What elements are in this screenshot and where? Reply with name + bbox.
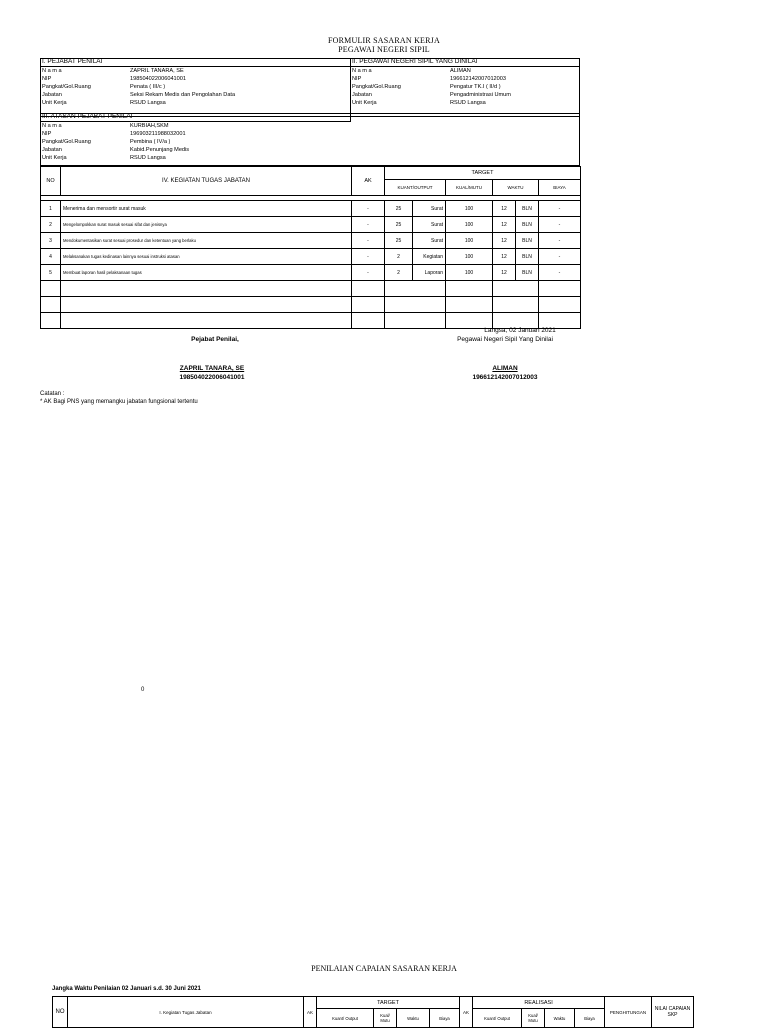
p2-col-realisasi: REALISASI bbox=[473, 997, 605, 1009]
row-time-unit: BLN bbox=[516, 201, 539, 217]
row-cost: - bbox=[539, 217, 581, 233]
row-qty: 2 bbox=[385, 265, 413, 281]
row-cost: - bbox=[539, 249, 581, 265]
row-unit: Surat bbox=[413, 217, 446, 233]
p2-col-activity: I. Kegiatan Tugas Jabatan bbox=[68, 997, 304, 1028]
p2-col-target: TARGET bbox=[317, 997, 460, 1009]
table-row bbox=[41, 249, 581, 265]
section1-header: I. PEJABAT PENILAI bbox=[40, 58, 351, 67]
p2-col-ak: AK bbox=[304, 997, 317, 1028]
field-value: ALIMAN bbox=[450, 68, 471, 74]
table-row bbox=[41, 233, 581, 249]
right-signer-name: ALIMAN bbox=[492, 365, 518, 372]
row-no: 3 bbox=[41, 233, 61, 249]
empty-row bbox=[41, 297, 581, 313]
row-quality: 100 bbox=[446, 265, 493, 281]
field-value: KURBIAH,SKM bbox=[130, 123, 169, 129]
row-time-unit: BLN bbox=[516, 249, 539, 265]
p2-col-score: NILAI CAPAIAN SKP bbox=[652, 997, 694, 1028]
field-value: ZAPRIL TANARA, SE bbox=[130, 68, 184, 74]
row-cost: - bbox=[539, 201, 581, 217]
row-time: 12 bbox=[493, 217, 516, 233]
row-quality: 100 bbox=[446, 201, 493, 217]
row-qty: 25 bbox=[385, 233, 413, 249]
p2-sub-output: Kuant/ Output bbox=[317, 1009, 374, 1028]
row-ak: - bbox=[352, 249, 385, 265]
section2-info bbox=[350, 67, 511, 107]
row-cost: - bbox=[539, 265, 581, 281]
row-activity: Menerima dan mensortir surat masuk bbox=[61, 201, 352, 217]
row-ak: - bbox=[352, 233, 385, 249]
row-time-unit: BLN bbox=[516, 217, 539, 233]
field-value: Pembina ( IV/a ) bbox=[130, 139, 171, 145]
row-activity: Melaksanakan tugas kedinasan lainnya sesuai instruksi atasan bbox=[61, 249, 352, 265]
sub-time-header: WAKTU bbox=[493, 180, 539, 196]
field-label: Unit Kerja bbox=[42, 155, 67, 161]
place-date: Langsa, 02 Januari 2021 bbox=[484, 327, 556, 334]
row-time: 12 bbox=[493, 249, 516, 265]
left-signer-name: ZAPRIL TANARA, SE bbox=[179, 365, 245, 372]
row-activity: Mendokumentasikan surat sesuai prosedur dan ketentuan yang berlaku bbox=[61, 233, 352, 249]
page2-period: Jangka Waktu Penilaian 02 Januari s.d. 30 Juni 2021 bbox=[52, 986, 201, 992]
col-activity-header: IV. KEGIATAN TUGAS JABATAN bbox=[61, 167, 352, 196]
p2-sub-cost-real: Biaya bbox=[575, 1009, 605, 1028]
field-label: Jabatan bbox=[42, 92, 62, 98]
row-unit: Kegiatan bbox=[413, 249, 446, 265]
section3-header: III. ATASAN PEJABAT PENILAI bbox=[40, 113, 351, 122]
row-time-unit: BLN bbox=[516, 233, 539, 249]
row-activity: Membuat laporan hasil pelaksanaan tugas bbox=[61, 265, 352, 281]
sub-cost-header: BIAYA bbox=[539, 180, 581, 196]
section1-info bbox=[40, 67, 235, 107]
field-value: Kabid.Penunjang Medis bbox=[130, 147, 190, 153]
row-time: 12 bbox=[493, 201, 516, 217]
field-label: NIP bbox=[42, 131, 52, 137]
field-label: NIP bbox=[42, 76, 52, 82]
page2-title: PENILAIAN CAPAIAN SASARAN KERJA bbox=[311, 964, 457, 973]
sub-output-header: KUANT/OUTPUT bbox=[385, 180, 446, 196]
field-value: Seksi Rekam Medis dan Pengolahan Data bbox=[130, 92, 236, 98]
row-no: 1 bbox=[41, 201, 61, 217]
table-row bbox=[41, 217, 581, 233]
page2-table bbox=[52, 996, 694, 1028]
p2-col-calc: PENGHITUNGAN bbox=[605, 997, 652, 1028]
table-row bbox=[41, 201, 581, 217]
row-no: 2 bbox=[41, 217, 61, 233]
row-no: 4 bbox=[41, 249, 61, 265]
row-unit: Surat bbox=[413, 233, 446, 249]
row-ak: - bbox=[352, 265, 385, 281]
field-label: Pangkat/Gol.Ruang bbox=[42, 139, 91, 145]
section3-info bbox=[40, 122, 189, 162]
row-quality: 100 bbox=[446, 233, 493, 249]
row-ak: - bbox=[352, 201, 385, 217]
p2-col-ak2: AK bbox=[460, 997, 473, 1028]
field-value: Penata ( III/c ) bbox=[130, 84, 166, 90]
row-time-unit: BLN bbox=[516, 265, 539, 281]
table-row bbox=[41, 265, 581, 281]
col-ak-header: AK bbox=[352, 167, 385, 196]
field-value: 198504022006041001 bbox=[130, 76, 186, 82]
row-qty: 25 bbox=[385, 217, 413, 233]
p2-col-no: NO bbox=[53, 997, 68, 1028]
section2-header: II. PEGAWAI NEGERI SIPIL YANG DINILAI bbox=[350, 58, 580, 67]
row-cost: - bbox=[539, 233, 581, 249]
row-qty: 25 bbox=[385, 201, 413, 217]
field-value: RSUD Langsa bbox=[450, 100, 486, 106]
p2-sub-quality: Kual/ Mutu bbox=[374, 1009, 397, 1028]
form-title-line2: PEGAWAI NEGERI SIPIL bbox=[338, 45, 430, 54]
row-unit: Laporan bbox=[413, 265, 446, 281]
row-time: 12 bbox=[493, 233, 516, 249]
sub-quality-header: KUAL/MUTU bbox=[446, 180, 493, 196]
field-label: N a m a bbox=[352, 68, 372, 74]
row-ak: - bbox=[352, 217, 385, 233]
col-no-header: NO bbox=[41, 167, 61, 196]
field-label: Pangkat/Gol.Ruang bbox=[42, 84, 91, 90]
p2-sub-quality-real: Kual/ Mutu bbox=[522, 1009, 545, 1028]
row-qty: 2 bbox=[385, 249, 413, 265]
right-signer-role: Pegawai Negeri Sipil Yang Dinilai bbox=[457, 336, 553, 343]
field-value: Pengadministrasi Umum bbox=[450, 92, 511, 98]
field-label: Unit Kerja bbox=[352, 100, 377, 106]
empty-row bbox=[41, 281, 581, 297]
p2-sub-time-real: Waktu bbox=[545, 1009, 575, 1028]
field-label: Pangkat/Gol.Ruang bbox=[352, 84, 401, 90]
p2-sub-output-real: Kuant/ Output bbox=[473, 1009, 522, 1028]
notes-label: Catatan : bbox=[40, 391, 65, 397]
notes-line: * AK Bagi PNS yang memangku jabatan fungsional tertentu bbox=[40, 399, 198, 405]
row-time: 12 bbox=[493, 265, 516, 281]
form-title-line1: FORMULIR SASARAN KERJA bbox=[328, 36, 440, 45]
row-no: 5 bbox=[41, 265, 61, 281]
field-value: 196612142007012003 bbox=[450, 76, 506, 82]
activity-table bbox=[40, 166, 581, 329]
row-quality: 100 bbox=[446, 249, 493, 265]
field-label: Jabatan bbox=[352, 92, 372, 98]
field-value: 196903211988032001 bbox=[130, 131, 186, 137]
right-signer-nip: 196612142007012003 bbox=[472, 374, 538, 381]
left-signer-role: Pejabat Penilai, bbox=[191, 336, 239, 343]
field-label: Unit Kerja bbox=[42, 100, 67, 106]
row-quality: 100 bbox=[446, 217, 493, 233]
left-signer-nip: 198504022006041001 bbox=[179, 374, 245, 381]
field-label: N a m a bbox=[42, 123, 62, 129]
row-unit: Surat bbox=[413, 201, 446, 217]
col-target-header: TARGET bbox=[385, 167, 581, 180]
stray-zero: 0 bbox=[141, 687, 145, 693]
field-value: RSUD Langsa bbox=[130, 100, 166, 106]
row-activity: Mengelompokkan surat masuk sesuai sifat dan jenisnya bbox=[61, 217, 352, 233]
field-label: NIP bbox=[352, 76, 362, 82]
field-label: Jabatan bbox=[42, 147, 62, 153]
p2-sub-time: Waktu bbox=[397, 1009, 430, 1028]
field-value: Pengatur TK.I ( II/d ) bbox=[450, 84, 501, 90]
field-label: N a m a bbox=[42, 68, 62, 74]
field-value: RSUD Langsa bbox=[130, 155, 166, 161]
p2-sub-cost: Biaya bbox=[430, 1009, 460, 1028]
